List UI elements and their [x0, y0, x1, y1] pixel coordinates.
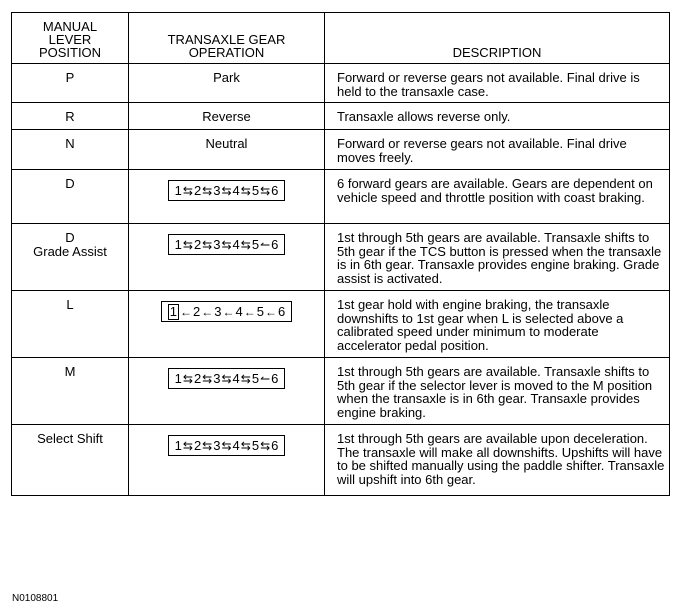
gear-number: 5 — [251, 183, 260, 198]
gear-number: 5 — [251, 371, 260, 386]
gear-operation: Neutral — [205, 136, 248, 151]
gear-number: 2 — [193, 237, 202, 252]
lever-position: P — [65, 70, 75, 85]
description-cell: 1st through 5th gears are available upon deceleration. The transaxle will make all downshifts. Upshifts will have to be shifted manually using the paddle shifter. Transaxle will upshift into 6th gear. — [325, 425, 670, 496]
gear-number: 2 — [193, 183, 202, 198]
shift-arrow-icon: ⇆ — [182, 184, 193, 198]
shift-arrow-icon: ⇆ — [202, 439, 213, 453]
gear-number: 2 — [193, 304, 201, 319]
table-row — [12, 64, 670, 103]
shift-arrow-icon: ← — [201, 305, 214, 319]
table-row — [12, 425, 670, 496]
lever-position: D — [65, 176, 75, 191]
gear-operation-table — [11, 12, 670, 496]
gear-operation-cell — [129, 170, 325, 224]
gear-number: 6 — [271, 371, 279, 386]
gear-number: 4 — [232, 371, 240, 386]
table-row — [12, 170, 670, 224]
gear-number: 6 — [271, 438, 279, 453]
gear-operation-cell — [129, 291, 325, 358]
shift-arrow-icon: ⇆ — [202, 372, 213, 386]
description-cell: Transaxle allows reverse only. — [325, 103, 670, 130]
shift-arrow-icon: ⇆ — [221, 439, 232, 453]
lever-position: N — [65, 136, 75, 151]
gear-operation-cell — [129, 103, 325, 130]
gear-number: 4 — [235, 304, 243, 319]
header-row — [12, 13, 670, 64]
gear-number: 2 — [193, 438, 202, 453]
description-cell: 1st gear hold with engine braking, the transaxle downshifts to 1st gear when L is selected above a calibrated speed under minimum to moderate accelerator pedal position. — [325, 291, 670, 358]
shift-arrow-icon: ⇆ — [260, 439, 271, 453]
gear-number: 1 — [174, 438, 182, 453]
gear-number: 5 — [251, 237, 260, 252]
lever-position-cell — [12, 358, 129, 425]
gear-number: 6 — [271, 183, 279, 198]
table-row — [12, 358, 670, 425]
figure-id: N0108801 — [12, 593, 59, 604]
table-row — [12, 291, 670, 358]
gear-shift-sequence — [168, 368, 286, 389]
gear-number: 4 — [232, 438, 240, 453]
table-row — [12, 103, 670, 130]
shift-arrow-icon: ↼ — [260, 372, 271, 386]
gear-number: 3 — [213, 371, 221, 386]
shift-arrow-icon: ⇆ — [260, 184, 271, 198]
lever-position: L — [66, 297, 74, 312]
shift-arrow-icon: ⇆ — [202, 184, 213, 198]
gear-number: 1 — [174, 183, 182, 198]
lever-position-cell — [12, 64, 129, 103]
gear-number: 4 — [232, 237, 240, 252]
description-cell: 1st through 5th gears are available. Transaxle shifts to 5th gear if the TCS button is pressed when the transaxle is in 6th gear. Transaxle provides engine braking. Grade assist is activated. — [325, 224, 670, 291]
lever-position: R — [65, 109, 75, 124]
gear-operation: Park — [213, 70, 240, 85]
shift-arrow-icon: ⇆ — [182, 372, 193, 386]
shift-arrow-icon: ⇆ — [221, 372, 232, 386]
description-cell: Forward or reverse gears not available. Final drive is held to the transaxle case. — [325, 64, 670, 103]
gear-number: 3 — [213, 438, 221, 453]
shift-arrow-icon: ⇆ — [240, 184, 251, 198]
description-cell: Forward or reverse gears not available. Final drive moves freely. — [325, 130, 670, 170]
shift-arrow-icon: ← — [264, 305, 277, 319]
shift-arrow-icon: ⇆ — [202, 238, 213, 252]
table-row — [12, 224, 670, 291]
lever-position: Select Shift — [37, 431, 103, 446]
gear-number: 2 — [193, 371, 202, 386]
gear-number: 3 — [213, 183, 221, 198]
shift-arrow-icon: ← — [180, 305, 193, 319]
gear-operation: Reverse — [202, 109, 251, 124]
shift-arrow-icon: ← — [222, 305, 235, 319]
description-cell: 1st through 5th gears are available. Transaxle shifts to 5th gear if the selector lever is moved to the M position when the transaxle is in 6th gear. Transaxle provides engine braking. — [325, 358, 670, 425]
gear-operation-cell — [129, 358, 325, 425]
shift-arrow-icon: ← — [243, 305, 256, 319]
gear-shift-sequence — [168, 180, 286, 201]
gear-shift-sequence — [161, 301, 292, 322]
shift-arrow-icon: ⇆ — [240, 238, 251, 252]
shift-arrow-icon: ⇆ — [221, 184, 232, 198]
gear-operation-cell — [129, 425, 325, 496]
gear-number: 6 — [271, 237, 279, 252]
table-row — [12, 130, 670, 170]
gear-operation-cell — [129, 224, 325, 291]
shift-arrow-icon: ⇆ — [182, 439, 193, 453]
gear-number: 5 — [251, 438, 260, 453]
lever-position-cell — [12, 425, 129, 496]
gear-shift-sequence — [168, 435, 286, 456]
lever-position-cell — [12, 130, 129, 170]
lever-position-cell — [12, 170, 129, 224]
lever-position-cell — [12, 291, 129, 358]
shift-arrow-icon: ⇆ — [240, 372, 251, 386]
gear-number: 3 — [213, 237, 221, 252]
shift-arrow-icon: ⇆ — [182, 238, 193, 252]
gear-number: 1 — [174, 371, 182, 386]
gear-number: 6 — [277, 304, 286, 319]
header-manual-lever-position: MANUAL LEVER POSITION — [12, 13, 129, 64]
gear-number: 1 — [174, 237, 182, 252]
shift-arrow-icon: ⇆ — [240, 439, 251, 453]
header-transaxle-gear-operation: TRANSAXLE GEAR OPERATION — [129, 13, 325, 64]
lever-position-cell — [12, 103, 129, 130]
lever-position-subtitle: Grade Assist — [33, 243, 107, 259]
gear-number: 3 — [214, 304, 222, 319]
gear-operation-cell — [129, 130, 325, 170]
lever-position-cell — [12, 224, 129, 291]
gear-number: 1 — [169, 304, 178, 319]
lever-position: D — [65, 230, 75, 245]
header-description: DESCRIPTION — [325, 13, 670, 64]
shift-arrow-icon: ⇆ — [221, 238, 232, 252]
shift-arrow-icon: ↼ — [260, 238, 271, 252]
gear-shift-sequence — [168, 234, 286, 255]
description-cell: 6 forward gears are available. Gears are dependent on vehicle speed and throttle position with coast braking. — [325, 170, 670, 224]
gear-number: 4 — [232, 183, 240, 198]
gear-operation-cell — [129, 64, 325, 103]
lever-position: M — [64, 364, 76, 379]
gear-number: 5 — [256, 304, 264, 319]
